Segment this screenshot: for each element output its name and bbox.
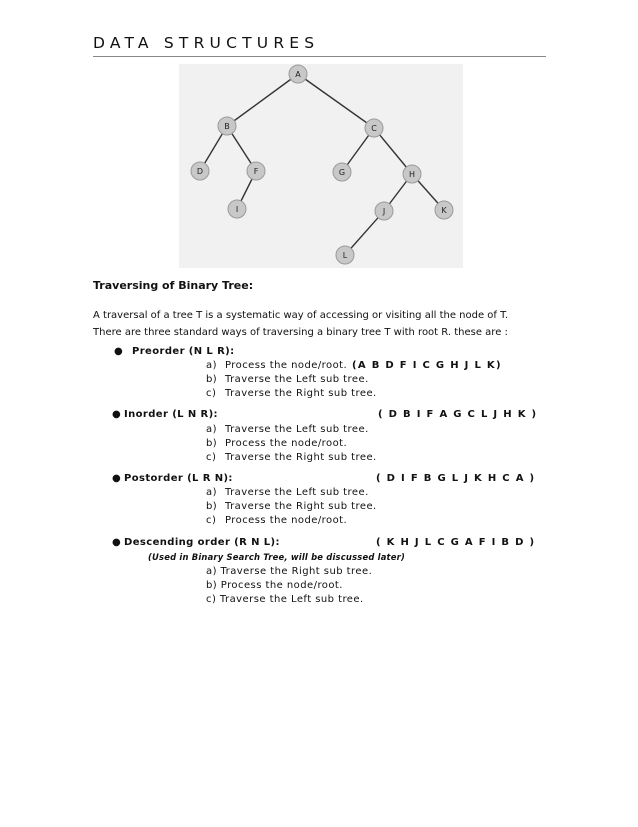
tree-node-label: A [295, 70, 301, 79]
inorder-step-b: b) Process the node/root. [206, 438, 348, 449]
tree-node-L [336, 246, 354, 264]
header-title: DATA STRUCTURES [93, 34, 320, 52]
preorder-sequence: (A B D F I C G H J L K) [352, 360, 502, 371]
tree-node-label: L [342, 251, 348, 260]
section-title: Traversing of Binary Tree: [93, 279, 254, 292]
bullet-icon: ● [112, 409, 121, 420]
intro-line-1: A traversal of a tree T is a systematic way of accessing or visiting all the node of T. [93, 310, 509, 321]
postorder-sequence: ( D I F B G L J K H C A ) [376, 473, 536, 484]
binary-tree-figure [179, 64, 463, 268]
tree-node-H [403, 165, 421, 183]
preorder-step-c: c) Traverse the Right sub tree. [206, 388, 377, 399]
binary-tree-diagram [179, 64, 463, 268]
tree-node-K [435, 201, 453, 219]
postorder-label: Postorder (L R N): [124, 473, 233, 484]
preorder-step-a: a) Process the node/root. [206, 360, 348, 371]
bullet-icon: ● [112, 473, 121, 484]
tree-node-label: K [441, 206, 447, 215]
tree-node-G [333, 163, 351, 181]
intro-line-2: There are three standard ways of traversing a binary tree T with root R. these are : [93, 327, 508, 338]
page-header [93, 34, 546, 52]
bullet-icon: ● [112, 537, 121, 548]
tree-node-J [375, 202, 393, 220]
descending-sequence: ( K H J L C G A F I B D ) [376, 537, 536, 548]
inorder-step-a: a) Traverse the Left sub tree. [206, 424, 369, 435]
descending-step-b: b) Process the node/root. [206, 580, 343, 591]
tree-node-label: I [235, 205, 239, 214]
header-divider [93, 56, 546, 57]
postorder-step-a: a) Traverse the Left sub tree. [206, 487, 369, 498]
postorder-step-c: c) Process the node/root. [206, 515, 348, 526]
tree-node-label: J [382, 207, 386, 216]
preorder-label: Preorder (N L R): [132, 346, 235, 357]
preorder-step-b: b) Traverse the Left sub tree. [206, 374, 369, 385]
descending-note: (Used in Binary Search Tree, will be discussed later) [148, 552, 405, 562]
tree-node-I [228, 200, 246, 218]
inorder-sequence: ( D B I F A G C L J H K ) [378, 409, 538, 420]
tree-node-F [247, 162, 265, 180]
tree-edge-A-C [298, 74, 374, 128]
descending-label: Descending order (R N L): [124, 537, 280, 548]
tree-node-label: C [371, 124, 377, 133]
tree-node-label: H [408, 170, 416, 179]
tree-edge-A-B [227, 74, 298, 126]
inorder-step-c: c) Traverse the Right sub tree. [206, 452, 377, 463]
tree-node-label: D [196, 167, 204, 176]
tree-node-D [191, 162, 209, 180]
tree-node-label: G [338, 168, 346, 177]
tree-node-label: B [224, 122, 230, 131]
tree-node-B [218, 117, 236, 135]
postorder-step-b: b) Traverse the Right sub tree. [206, 501, 377, 512]
intro-paragraph [93, 307, 553, 341]
tree-node-label: F [253, 167, 259, 176]
descending-step-a: a) Traverse the Right sub tree. [206, 566, 373, 577]
descending-step-c: c) Traverse the Left sub tree. [206, 594, 364, 605]
inorder-label: Inorder (L N R): [124, 409, 218, 420]
tree-node-C [365, 119, 383, 137]
tree-node-A [289, 65, 307, 83]
bullet-icon: ● [114, 346, 123, 357]
